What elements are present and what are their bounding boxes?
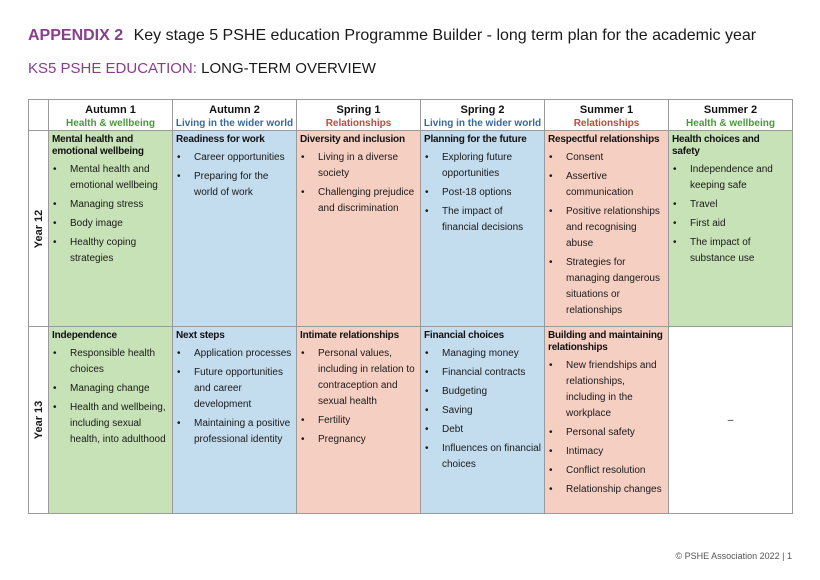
topic-item: • Mental health and emotional wellbeing — [70, 162, 169, 194]
topic-title: Building and maintaining relationships — [548, 330, 663, 353]
topic-item: • Managing money — [442, 346, 541, 362]
term-header — [545, 100, 669, 131]
long-term-plan-table — [28, 99, 793, 514]
topic-cell — [297, 327, 421, 514]
year-label-cell — [29, 327, 49, 514]
topic-item: • The impact of financial decisions — [442, 204, 541, 236]
topic-list — [672, 162, 789, 267]
footer-copyright: © PSHE Association 2022 | 1 — [675, 551, 792, 561]
topic-title: Independence — [52, 330, 117, 341]
term-name: Spring 1 — [336, 103, 381, 116]
year-label: Year 12 — [32, 209, 45, 248]
year-row — [29, 327, 793, 514]
topic-item: • New friendships and relationships, including in the workplace — [566, 358, 665, 422]
corner-cell — [29, 100, 49, 131]
topic-list — [548, 150, 665, 319]
topic-list — [300, 346, 417, 448]
topic-item: • Travel — [690, 197, 789, 213]
topic-content — [421, 131, 544, 243]
topic-list — [300, 150, 417, 217]
page-title — [28, 27, 756, 45]
topic-item: • Living in a diverse society — [318, 150, 417, 182]
empty-placeholder: – — [727, 414, 734, 426]
topic-content — [421, 327, 544, 480]
page-title-text: Key stage 5 PSHE education Programme Builder - long term plan for the academic year — [133, 27, 757, 44]
topic-item: • Personal safety — [566, 425, 665, 441]
topic-item: • Budgeting — [442, 384, 541, 400]
term-theme: Living in the wider world — [175, 117, 294, 129]
topic-item: • Preparing for the world of work — [194, 169, 293, 201]
topic-title: Diversity and inclusion — [300, 134, 405, 145]
topic-item: • Positive relationships and recognising abuse — [566, 204, 665, 252]
topic-title: Mental health and emotional wellbeing — [52, 134, 144, 157]
topic-list — [424, 346, 541, 473]
term-theme: Relationships — [573, 117, 640, 129]
term-header — [421, 100, 545, 131]
topic-content — [297, 131, 420, 224]
topic-title: Respectful relationships — [548, 134, 660, 145]
term-theme: Health & wellbeing — [66, 117, 155, 129]
term-header — [669, 100, 793, 131]
topic-content — [297, 327, 420, 455]
topic-list — [548, 358, 665, 498]
header-row — [29, 100, 793, 131]
topic-item: • Managing stress — [70, 197, 169, 213]
topic-content — [49, 131, 172, 274]
term-name: Summer 2 — [703, 103, 758, 116]
subtitle-colored: KS5 PSHE EDUCATION: — [28, 60, 197, 77]
subtitle-plain: LONG-TERM OVERVIEW — [201, 60, 376, 77]
term-header — [49, 100, 173, 131]
topic-list — [424, 150, 541, 236]
topic-cell — [297, 131, 421, 327]
topic-list — [52, 346, 169, 448]
topic-list — [52, 162, 169, 267]
topic-item: • Financial contracts — [442, 365, 541, 381]
topic-item: • Exploring future opportunities — [442, 150, 541, 182]
topic-cell — [545, 327, 669, 514]
topic-item: • Personal values, including in relation to contraception and sexual health — [318, 346, 417, 410]
topic-item: • Relationship changes — [566, 482, 665, 498]
term-name: Summer 1 — [579, 103, 634, 116]
topic-item: • Debt — [442, 422, 541, 438]
topic-item: • Fertility — [318, 413, 417, 429]
topic-content — [545, 327, 668, 505]
topic-item: • Strategies for managing dangerous situations or relationships — [566, 255, 665, 319]
topic-cell — [49, 131, 173, 327]
topic-cell — [173, 131, 297, 327]
topic-item: • Challenging prejudice and discrimination — [318, 185, 417, 217]
topic-title: Readiness for work — [176, 134, 265, 145]
topic-title: Health choices and safety — [672, 134, 760, 157]
term-name: Autumn 2 — [209, 103, 260, 116]
topic-item: • Pregnancy — [318, 432, 417, 448]
term-header — [173, 100, 297, 131]
term-theme: Health & wellbeing — [686, 117, 775, 129]
topic-cell — [669, 327, 793, 514]
topic-item: • Assertive communication — [566, 169, 665, 201]
topic-list — [176, 150, 293, 201]
topic-item: • Health and wellbeing, including sexual health, into adulthood — [70, 400, 169, 448]
term-name: Spring 2 — [460, 103, 505, 116]
topic-list — [176, 346, 293, 448]
topic-title: Next steps — [176, 330, 225, 341]
topic-item: • Independence and keeping safe — [690, 162, 789, 194]
topic-item: • The impact of substance use — [690, 235, 789, 267]
topic-cell — [669, 131, 793, 327]
year-row — [29, 131, 793, 327]
topic-item: • Post-18 options — [442, 185, 541, 201]
topic-cell — [545, 131, 669, 327]
topic-cell — [421, 327, 545, 514]
topic-item: • First aid — [690, 216, 789, 232]
topic-cell — [49, 327, 173, 514]
topic-cell — [421, 131, 545, 327]
topic-item: • Career opportunities — [194, 150, 293, 166]
topic-item: • Influences on financial choices — [442, 441, 541, 473]
topic-content — [173, 131, 296, 208]
term-theme: Relationships — [325, 117, 392, 129]
topic-item: • Future opportunities and career development — [194, 365, 293, 413]
topic-item: • Consent — [566, 150, 665, 166]
topic-content — [669, 131, 792, 274]
year-label-cell — [29, 131, 49, 327]
topic-item: • Intimacy — [566, 444, 665, 460]
topic-title: Intimate relationships — [300, 330, 399, 341]
topic-item: • Body image — [70, 216, 169, 232]
topic-item: • Saving — [442, 403, 541, 419]
term-header — [297, 100, 421, 131]
topic-content — [49, 327, 172, 455]
topic-content — [173, 327, 296, 455]
topic-content — [545, 131, 668, 326]
topic-item: • Conflict resolution — [566, 463, 665, 479]
topic-cell — [173, 327, 297, 514]
topic-item: • Application processes — [194, 346, 293, 362]
topic-title: Planning for the future — [424, 134, 527, 145]
year-label: Year 13 — [32, 400, 45, 440]
topic-item: • Managing change — [70, 381, 169, 397]
topic-item: • Responsible health choices — [70, 346, 169, 378]
topic-item: • Healthy coping strategies — [70, 235, 169, 267]
topic-item: • Maintaining a positive professional identity — [194, 416, 293, 448]
term-theme: Living in the wider world — [423, 117, 542, 129]
topic-title: Financial choices — [424, 330, 504, 341]
term-name: Autumn 1 — [85, 103, 136, 116]
appendix-label: APPENDIX 2 — [28, 27, 124, 44]
page-subtitle — [28, 60, 376, 77]
